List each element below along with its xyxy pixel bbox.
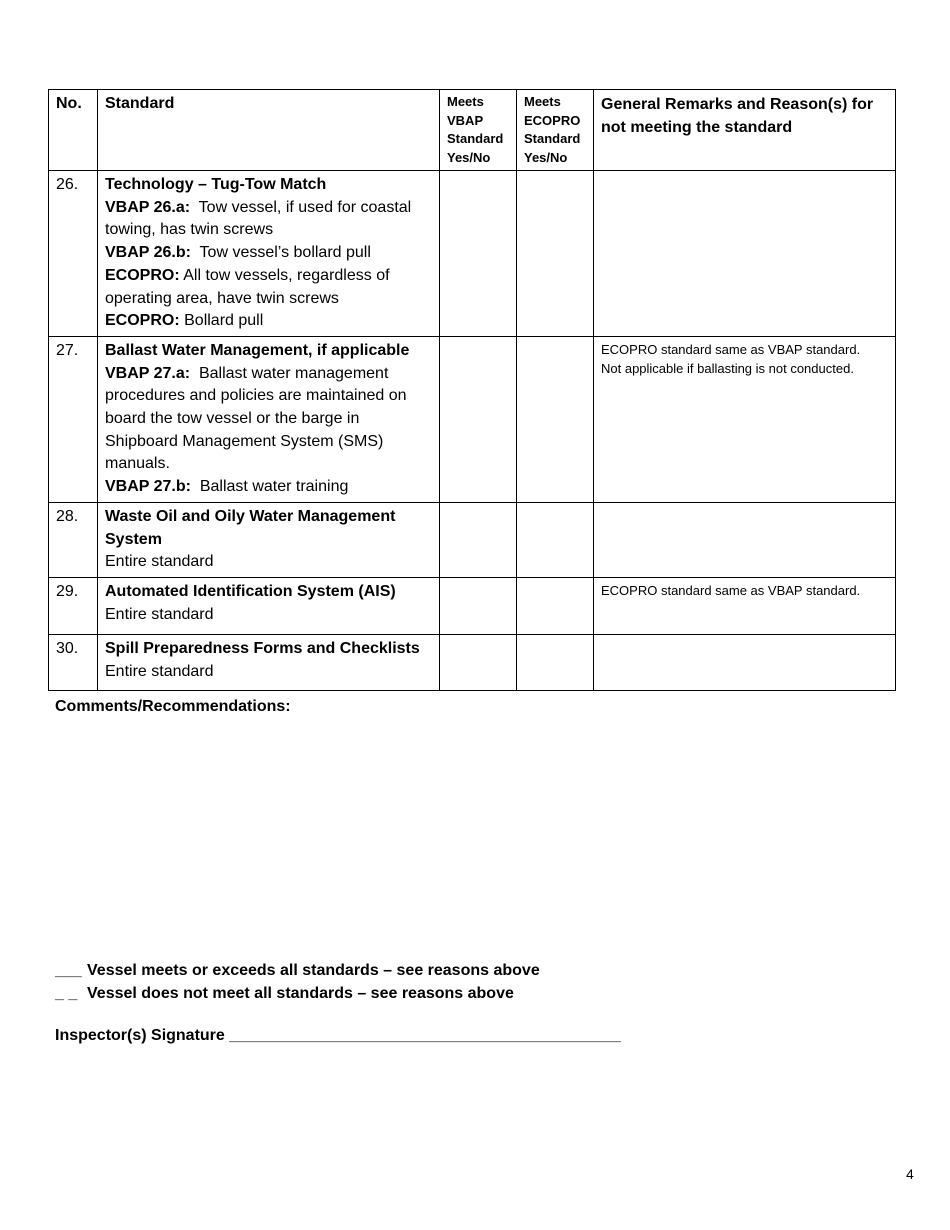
- table-header-row: [49, 90, 896, 171]
- header-no: No.: [49, 90, 98, 171]
- standard-line: [105, 551, 432, 574]
- standards-table: [48, 89, 896, 691]
- check-blank[interactable]: _ _: [55, 985, 78, 1002]
- meets-vbap-cell[interactable]: [440, 634, 517, 690]
- page-number: 4: [906, 1166, 914, 1182]
- standard-line-text: board the tow vessel or the barge in: [105, 410, 360, 428]
- standard-line: [105, 431, 432, 454]
- standard-cell: [98, 502, 440, 577]
- standard-line-text: Entire standard: [105, 662, 214, 680]
- table-row: [49, 502, 896, 577]
- standard-line: [105, 529, 432, 552]
- header-ecopro-line: Standard: [524, 131, 581, 146]
- standard-line-bold: Ballast Water Management, if applicable: [105, 341, 410, 359]
- standard-line: [105, 310, 432, 333]
- row-number: 27.: [49, 336, 98, 502]
- table-body: [49, 171, 896, 691]
- standard-line: [105, 219, 432, 242]
- meets-vbap-cell[interactable]: [440, 171, 517, 337]
- standard-line: [105, 408, 432, 431]
- standard-line-bold: Spill Preparedness Forms and Checklists: [105, 639, 420, 657]
- row-number: 28.: [49, 502, 98, 577]
- standard-line: [105, 661, 432, 684]
- standard-line-text: Tow vessel, if used for coastal: [190, 198, 412, 216]
- standard-line-text: Entire standard: [105, 605, 214, 623]
- standard-line-bold: VBAP 27.b:: [105, 478, 191, 496]
- meets-ecopro-cell[interactable]: [517, 336, 594, 502]
- remark-line: ECOPRO standard same as VBAP standard.: [601, 341, 861, 357]
- standard-line-text: Shipboard Management System (SMS): [105, 432, 384, 450]
- table-row: [49, 634, 896, 690]
- row-number: 29.: [49, 577, 98, 634]
- conclusion-checklist: [55, 959, 540, 1005]
- standard-cell: [98, 577, 440, 634]
- remark-line: Not applicable if ballasting is not conducted.: [601, 360, 854, 376]
- standard-line-bold: ECOPRO:: [105, 266, 180, 284]
- standard-line-text: Ballast water management: [190, 364, 389, 382]
- standard-line-text: operating area, have twin screws: [105, 289, 339, 307]
- remark-line: ECOPRO standard same as VBAP standard.: [601, 582, 861, 598]
- remarks-cell[interactable]: [594, 634, 896, 690]
- standard-line-text: Bollard pull: [179, 312, 264, 330]
- standard-line: [105, 288, 432, 311]
- remarks-cell[interactable]: [594, 577, 896, 634]
- standard-line: [105, 476, 432, 499]
- meets-ecopro-cell[interactable]: [517, 577, 594, 634]
- standard-line: [105, 242, 432, 265]
- standard-line: [105, 581, 432, 604]
- standard-line-text: All tow vessels, regardless of: [179, 266, 390, 284]
- standard-line: [105, 340, 432, 363]
- standard-line: [105, 197, 432, 220]
- standard-line-bold: Waste Oil and Oily Water Management: [105, 507, 396, 525]
- standard-cell: [98, 634, 440, 690]
- standard-line-text: Tow vessel’s bollard pull: [190, 244, 371, 262]
- meets-vbap-cell[interactable]: [440, 502, 517, 577]
- standard-line-bold: ECOPRO:: [105, 312, 180, 330]
- table-row: [49, 336, 896, 502]
- meets-ecopro-cell[interactable]: [517, 634, 594, 690]
- meets-ecopro-cell[interactable]: [517, 171, 594, 337]
- row-number: 26.: [49, 171, 98, 337]
- check-label: Vessel meets or exceeds all standards – see reasons above: [87, 962, 540, 979]
- standard-line-bold: Technology – Tug-Tow Match: [105, 176, 327, 193]
- header-vbap-line: VBAP: [447, 112, 484, 128]
- standard-line-text: Ballast water training: [190, 478, 349, 496]
- standard-line: [105, 604, 432, 627]
- standard-line: [105, 174, 432, 197]
- standard-line-bold: System: [105, 530, 162, 548]
- remarks-cell[interactable]: [594, 336, 896, 502]
- meets-ecopro-cell[interactable]: [517, 502, 594, 577]
- signature-label: Inspector(s) Signature: [55, 1027, 225, 1044]
- table-row: [49, 171, 896, 337]
- check-not-meet-all: [55, 982, 540, 1005]
- remarks-cell[interactable]: [594, 502, 896, 577]
- standard-line-bold: Automated Identification System (AIS): [105, 582, 396, 600]
- header-vbap-line: Meets: [447, 94, 484, 109]
- signature-line[interactable]: ____________________________________________: [229, 1027, 621, 1044]
- header-meets-ecopro: [517, 90, 594, 171]
- header-ecopro-line: ECOPRO: [524, 112, 581, 128]
- standard-line: [105, 363, 432, 386]
- meets-vbap-cell[interactable]: [440, 577, 517, 634]
- standard-cell: [98, 336, 440, 502]
- header-general-remarks: [594, 90, 896, 171]
- standard-line: [105, 506, 432, 529]
- header-vbap-line: Yes/No: [447, 149, 491, 165]
- standard-line: [105, 453, 432, 476]
- meets-vbap-cell[interactable]: [440, 336, 517, 502]
- standard-line-bold: VBAP 26.a:: [105, 198, 191, 216]
- standard-line-bold: VBAP 26.b:: [105, 244, 191, 262]
- check-blank[interactable]: ___: [55, 962, 82, 979]
- table-row: [49, 577, 896, 634]
- check-meets-all: [55, 959, 540, 982]
- row-number: 30.: [49, 634, 98, 690]
- standard-line: [105, 638, 432, 661]
- header-vbap-line: Standard: [447, 131, 504, 146]
- header-remarks-line: General Remarks and Reason(s) for: [601, 96, 874, 113]
- comments-recommendations-label: Comments/Recommendations:: [55, 698, 291, 715]
- standard-line-text: procedures and policies are maintained on: [105, 387, 407, 405]
- standard-line: [105, 385, 432, 408]
- header-remarks-line: not meeting the standard: [601, 119, 793, 136]
- standard-line-bold: VBAP 27.a:: [105, 364, 191, 382]
- standard-line: [105, 265, 432, 288]
- remarks-cell[interactable]: [594, 171, 896, 337]
- standard-line-text: towing, has twin screws: [105, 221, 274, 239]
- header-meets-vbap: [440, 90, 517, 171]
- header-ecopro-line: Meets: [524, 94, 561, 109]
- header-ecopro-line: Yes/No: [524, 149, 568, 165]
- standard-line-text: manuals.: [105, 455, 170, 473]
- standard-cell: [98, 171, 440, 337]
- standard-line-text: Entire standard: [105, 553, 214, 571]
- check-label: Vessel does not meet all standards – see reasons above: [87, 985, 514, 1002]
- header-standard: Standard: [98, 90, 440, 171]
- inspector-signature: [55, 1027, 621, 1045]
